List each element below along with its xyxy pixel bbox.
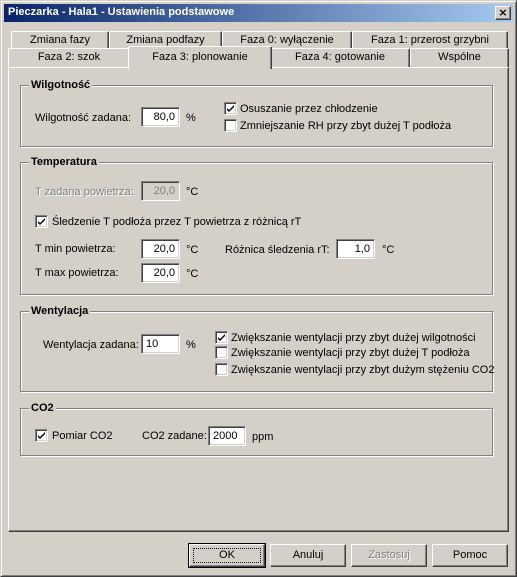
tab-label: Faza 4: gotowanie <box>295 51 385 63</box>
vent-substrate-label[interactable]: Zwiększanie wentylacji przy zbyt dużej T podłoża <box>231 347 470 359</box>
checkmark-icon <box>226 104 235 113</box>
tab-label: Faza 0: wyłączenie <box>240 34 334 46</box>
co2-measure-checkbox[interactable] <box>35 429 48 442</box>
co2-unit: ppm <box>252 431 274 443</box>
co2-setpoint-label: CO2 zadane: <box>142 430 207 442</box>
tab-label: Zmiana podfazy <box>126 34 205 46</box>
checkmark-icon <box>37 431 46 440</box>
apply-button <box>351 544 427 567</box>
ventilation-setpoint-label: Wentylacja zadana: <box>43 339 139 351</box>
close-icon: × <box>498 6 508 19</box>
humidity-setpoint-input[interactable]: 80,0 <box>141 107 180 127</box>
diff-label: Różnica śledzenia rT: <box>225 244 330 256</box>
tab-faza-4[interactable] <box>270 48 410 68</box>
apply-label: Zastosuj <box>368 549 410 561</box>
ok-button[interactable] <box>189 544 265 567</box>
help-button[interactable] <box>432 544 508 567</box>
tab-faza-3[interactable] <box>128 46 272 69</box>
t-max-input[interactable]: 20,0 <box>141 263 180 283</box>
help-label: Pomoc <box>452 549 488 561</box>
t-max-unit: °C <box>186 268 199 280</box>
diff-unit: °C <box>382 244 395 256</box>
diff-input[interactable]: 1,0 <box>336 239 375 259</box>
ventilation-group-title: Wentylacja <box>31 305 89 317</box>
cancel-label: Anuluj <box>292 549 324 561</box>
ventilation-setpoint-input[interactable]: 10 <box>141 334 180 354</box>
title-bar[interactable] <box>4 4 513 22</box>
vent-humidity-checkbox[interactable] <box>215 331 228 344</box>
tab-label: Faza 3: plonowanie <box>152 51 248 63</box>
close-button[interactable] <box>495 6 511 20</box>
co2-setpoint-input[interactable]: 2000 <box>208 426 246 446</box>
vent-co2-label[interactable]: Zwiększanie wentylacji przy zbyt dużym stężeniu CO2 <box>231 364 495 376</box>
ventilation-unit: % <box>186 339 196 351</box>
checkmark-icon <box>217 333 226 342</box>
air-setpoint-unit: °C <box>186 186 199 198</box>
air-setpoint-input: 20,0 <box>141 181 180 201</box>
dehumidify-label[interactable]: Osuszanie przez chłodzenie <box>240 103 378 115</box>
window-title: Pieczarka - Hala1 - Ustawienia podstawowe <box>8 6 235 18</box>
t-min-label: T min powietrza: <box>35 243 116 255</box>
ok-label: OK <box>219 549 235 561</box>
tab-label: Zmiana fazy <box>30 34 90 46</box>
vent-substrate-checkbox[interactable] <box>215 346 228 359</box>
temperature-group-title: Temperatura <box>31 156 97 168</box>
co2-group-title: CO2 <box>31 402 54 414</box>
cancel-button[interactable] <box>270 544 346 567</box>
tracking-label[interactable]: Śledzenie T podłoża przez T powietrza z różnicą rT <box>52 216 302 228</box>
reduce-rh-checkbox[interactable] <box>224 119 237 132</box>
tab-label: Faza 2: szok <box>37 51 101 63</box>
tab-label: Faza 1: przerost grzybni <box>371 34 489 46</box>
air-setpoint-label: T zadana powietrza: <box>35 186 134 198</box>
focus-rect <box>193 548 261 563</box>
t-min-input[interactable]: 20,0 <box>141 239 180 259</box>
t-max-label: T max powietrza: <box>35 267 119 279</box>
dehumidify-checkbox[interactable] <box>224 102 237 115</box>
humidity-setpoint-label: Wilgotność zadana: <box>35 112 131 124</box>
vent-humidity-label[interactable]: Zwiększanie wentylacji przy zbyt dużej wilgotności <box>231 332 476 344</box>
t-min-unit: °C <box>186 244 199 256</box>
reduce-rh-label[interactable]: Zmniejszanie RH przy zbyt dużej T podłoża <box>240 120 452 132</box>
vent-co2-checkbox[interactable] <box>215 363 228 376</box>
tab-wspolne[interactable] <box>410 48 509 68</box>
humidity-group-title: Wilgotność <box>31 79 91 91</box>
tracking-checkbox[interactable] <box>35 215 48 228</box>
humidity-unit: % <box>186 112 196 124</box>
tab-label: Wspólne <box>438 51 481 63</box>
co2-measure-label[interactable]: Pomiar CO2 <box>52 430 113 442</box>
tab-faza-2[interactable] <box>8 48 130 68</box>
checkmark-icon <box>37 217 46 226</box>
